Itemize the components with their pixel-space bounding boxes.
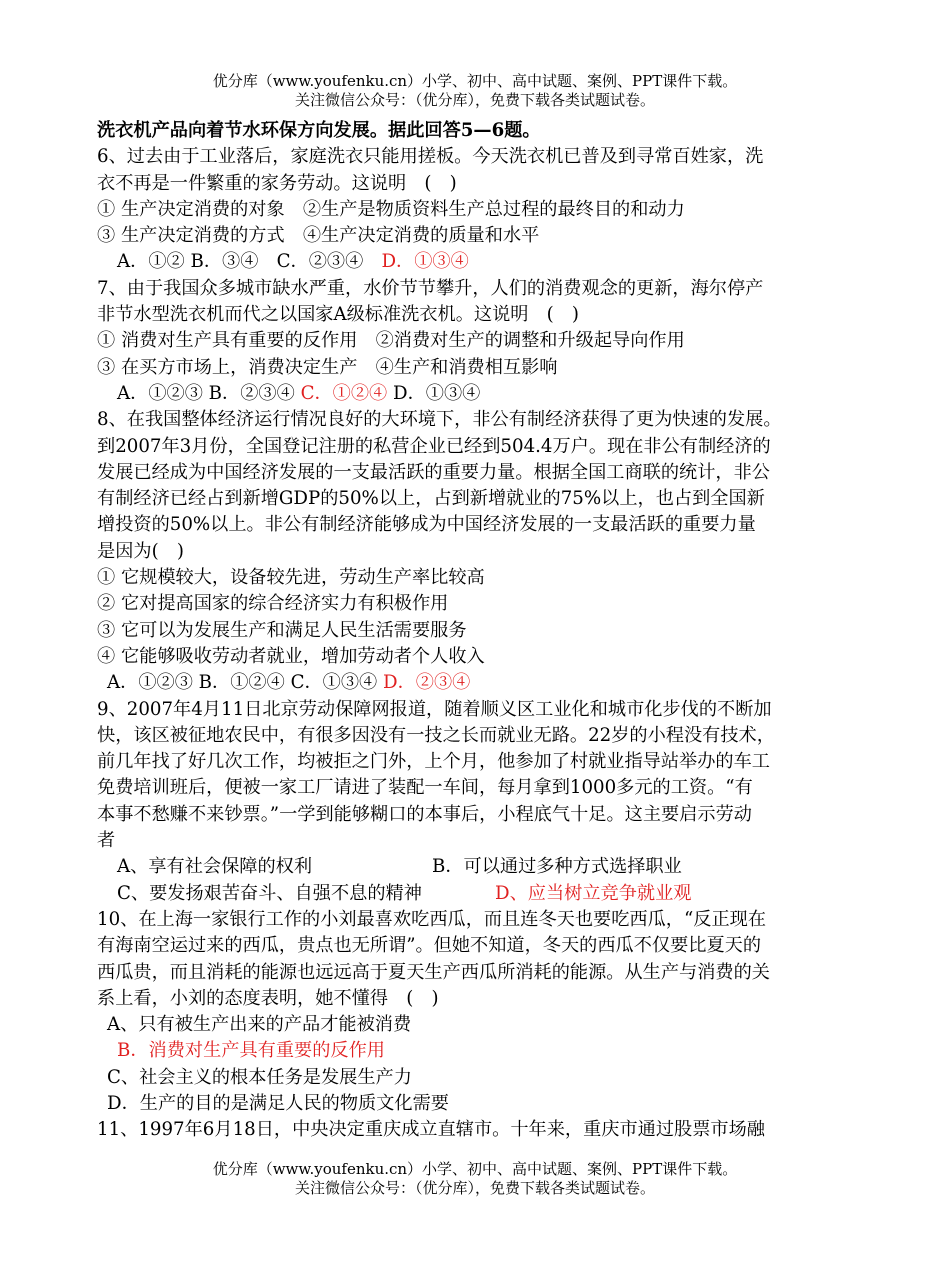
q6-stem-line-1: 6、过去由于工业落后，家庭洗衣只能用搓板。今天洗衣机已普及到寻常百姓家，洗: [97, 146, 764, 168]
q6-option-2: ③ 生产决定消费的方式 ④生产决定消费的质量和水平: [97, 225, 540, 247]
q6-answer: D．①③④: [381, 251, 469, 273]
q10-answer: B．消费对生产具有重要的反作用: [117, 1040, 385, 1062]
q7-stem-line-2: 非节水型洗衣机而代之以国家A级标准洗衣机。这说明 ( ): [97, 304, 580, 326]
q10-stem-line-3: 西瓜贵，而且消耗的能源也远远高于夏天生产西瓜所消耗的能源。从生产与消费的关: [97, 961, 770, 983]
q9-stem-line-4: 免费培训班后，便被一家工厂请进了装配一车间，每月拿到1000多元的工资。“有: [97, 777, 753, 799]
q10-stem-line-2: 有海南空运过来的西瓜，贵点也无所谓”。但她不知道，冬天的西瓜不仅要比夏天的: [97, 935, 762, 957]
q6-choices-text: A．①② B．③④ C．②③④: [117, 251, 382, 273]
q7-choices-b: D．①③④: [387, 382, 481, 404]
q10-option-d: D．生产的目的是满足人民的物质文化需要: [107, 1092, 449, 1114]
q7-option-1: ① 消费对生产具有重要的反作用 ②消费对生产的调整和升级起导向作用: [97, 330, 685, 352]
q8-stem-line-2: 到2007年3月份，全国登记注册的私营企业已经到504.4万户。现在非公有制经济的: [97, 435, 771, 457]
exam-content: [97, 118, 857, 1144]
q8-stem-line-4: 有制经济已经占到新增GDP的50%以上，占到新增就业的75%以上，也占到全国新: [97, 488, 765, 510]
question-8: [97, 407, 857, 696]
q8-answer: D．②③④: [383, 672, 471, 694]
q9-stem-line-1: 9、2007年4月11日北京劳动保障网报道，随着顺义区工业化和城市化步伐的不断加: [97, 698, 772, 720]
q8-option-2: ② 它对提高国家的综合经济实力有积极作用: [97, 593, 449, 615]
question-11: [97, 1117, 857, 1143]
q9-stem-line-6: 者: [97, 830, 116, 852]
question-7: [97, 276, 857, 407]
q8-choices-text: A．①②③ B．①②④ C．①③④: [107, 672, 384, 694]
q8-option-1: ① 它规模较大，设备较先进，劳动生产率比较高: [97, 567, 485, 589]
q9-stem-line-3: 前几年找了好几次工作，均被拒之门外，上个月，他参加了村就业指导站举办的车工: [97, 751, 770, 773]
q8-option-4: ④ 它能够吸收劳动者就业，增加劳动者个人收入: [97, 645, 485, 667]
q9-option-a: A、享有社会保障的权利: [117, 856, 313, 878]
q8-stem-line-1: 8、在我国整体经济运行情况良好的大环境下，非公有制经济获得了更为快速的发展。: [97, 409, 782, 431]
q10-option-c: C、社会主义的根本任务是发展生产力: [107, 1066, 412, 1088]
q8-stem-line-6: 是因为( ): [97, 540, 184, 562]
q6-choices: [97, 249, 857, 275]
q8-stem-line-5: 增投资的50%以上。非公有制经济能够成为中国经济发展的一支最活跃的重要力量: [97, 514, 756, 536]
q8-stem-line-3: 发展已经成为中国经济发展的一支最活跃的重要力量。根据全国工商联的统计，非公: [97, 461, 770, 483]
question-6: [97, 144, 857, 275]
question-9: [97, 697, 857, 907]
q7-answer: C．①②④: [300, 382, 388, 404]
page-footer: [0, 1160, 950, 1198]
page-header: [0, 72, 950, 110]
q8-option-3: ③ 它可以为发展生产和满足人民生活需要服务: [97, 619, 467, 641]
q10-stem-line-1: 10、在上海一家银行工作的小刘最喜欢吃西瓜，而且连冬天也要吃西瓜，“反正现在: [97, 908, 767, 930]
q7-option-2: ③ 在买方市场上，消费决定生产 ④生产和消费相互影响: [97, 356, 558, 378]
q9-option-c: C、要发扬艰苦奋斗、自强不息的精神: [117, 882, 422, 904]
header-line-2: 关注微信公众号：（优分库），免费下载各类试题试卷。: [294, 91, 655, 109]
q10-option-a: A、只有被生产出来的产品才能被消费: [107, 1014, 412, 1036]
header-line-1: 优分库（www.youfenku.cn）小学、初中、高中试题、案例、PPT课件下载。: [212, 72, 738, 90]
q8-choices: [97, 670, 857, 696]
q9-choices-row-2: [97, 881, 857, 907]
q11-stem-line-1: 11、1997年6月18日，中央决定重庆成立直辖市。十年来，重庆市通过股票市场融: [97, 1119, 765, 1141]
footer-line-1: 优分库（www.youfenku.cn）小学、初中、高中试题、案例、PPT课件下载。: [212, 1160, 738, 1178]
q7-stem-line-1: 7、由于我国众多城市缺水严重，水价节节攀升，人们的消费观念的更新，海尔停产: [97, 277, 764, 299]
q7-choices: [97, 381, 857, 407]
section-intro: 洗衣机产品向着节水环保方向发展。据此回答5—6题。: [97, 120, 541, 141]
footer-line-2: 关注微信公众号：（优分库），免费下载各类试题试卷。: [294, 1179, 655, 1197]
q9-choices-row-1: [97, 854, 857, 880]
q9-stem-line-5: 本事不愁赚不来钞票。”一学到能够糊口的本事后，小程底气十足。这主要启示劳动: [97, 803, 752, 825]
q9-answer: D、应当树立竞争就业观: [495, 882, 692, 904]
q10-stem-line-4: 系上看，小刘的态度表明，她不懂得 ( ): [97, 987, 439, 1009]
q6-stem-line-2: 衣不再是一件繁重的家务劳动。这说明 ( ): [97, 172, 457, 194]
q6-option-1: ① 生产决定消费的对象 ②生产是物质资料生产总过程的最终目的和动力: [97, 198, 685, 220]
q9-option-b: B．可以通过多种方式选择职业: [432, 856, 682, 878]
question-10: [97, 907, 857, 1117]
q9-stem-line-2: 快，该区被征地农民中，有很多因没有一技之长而就业无路。22岁的小程没有技术，: [97, 724, 775, 746]
q7-choices-a: A．①②③ B．②③④: [117, 382, 301, 404]
